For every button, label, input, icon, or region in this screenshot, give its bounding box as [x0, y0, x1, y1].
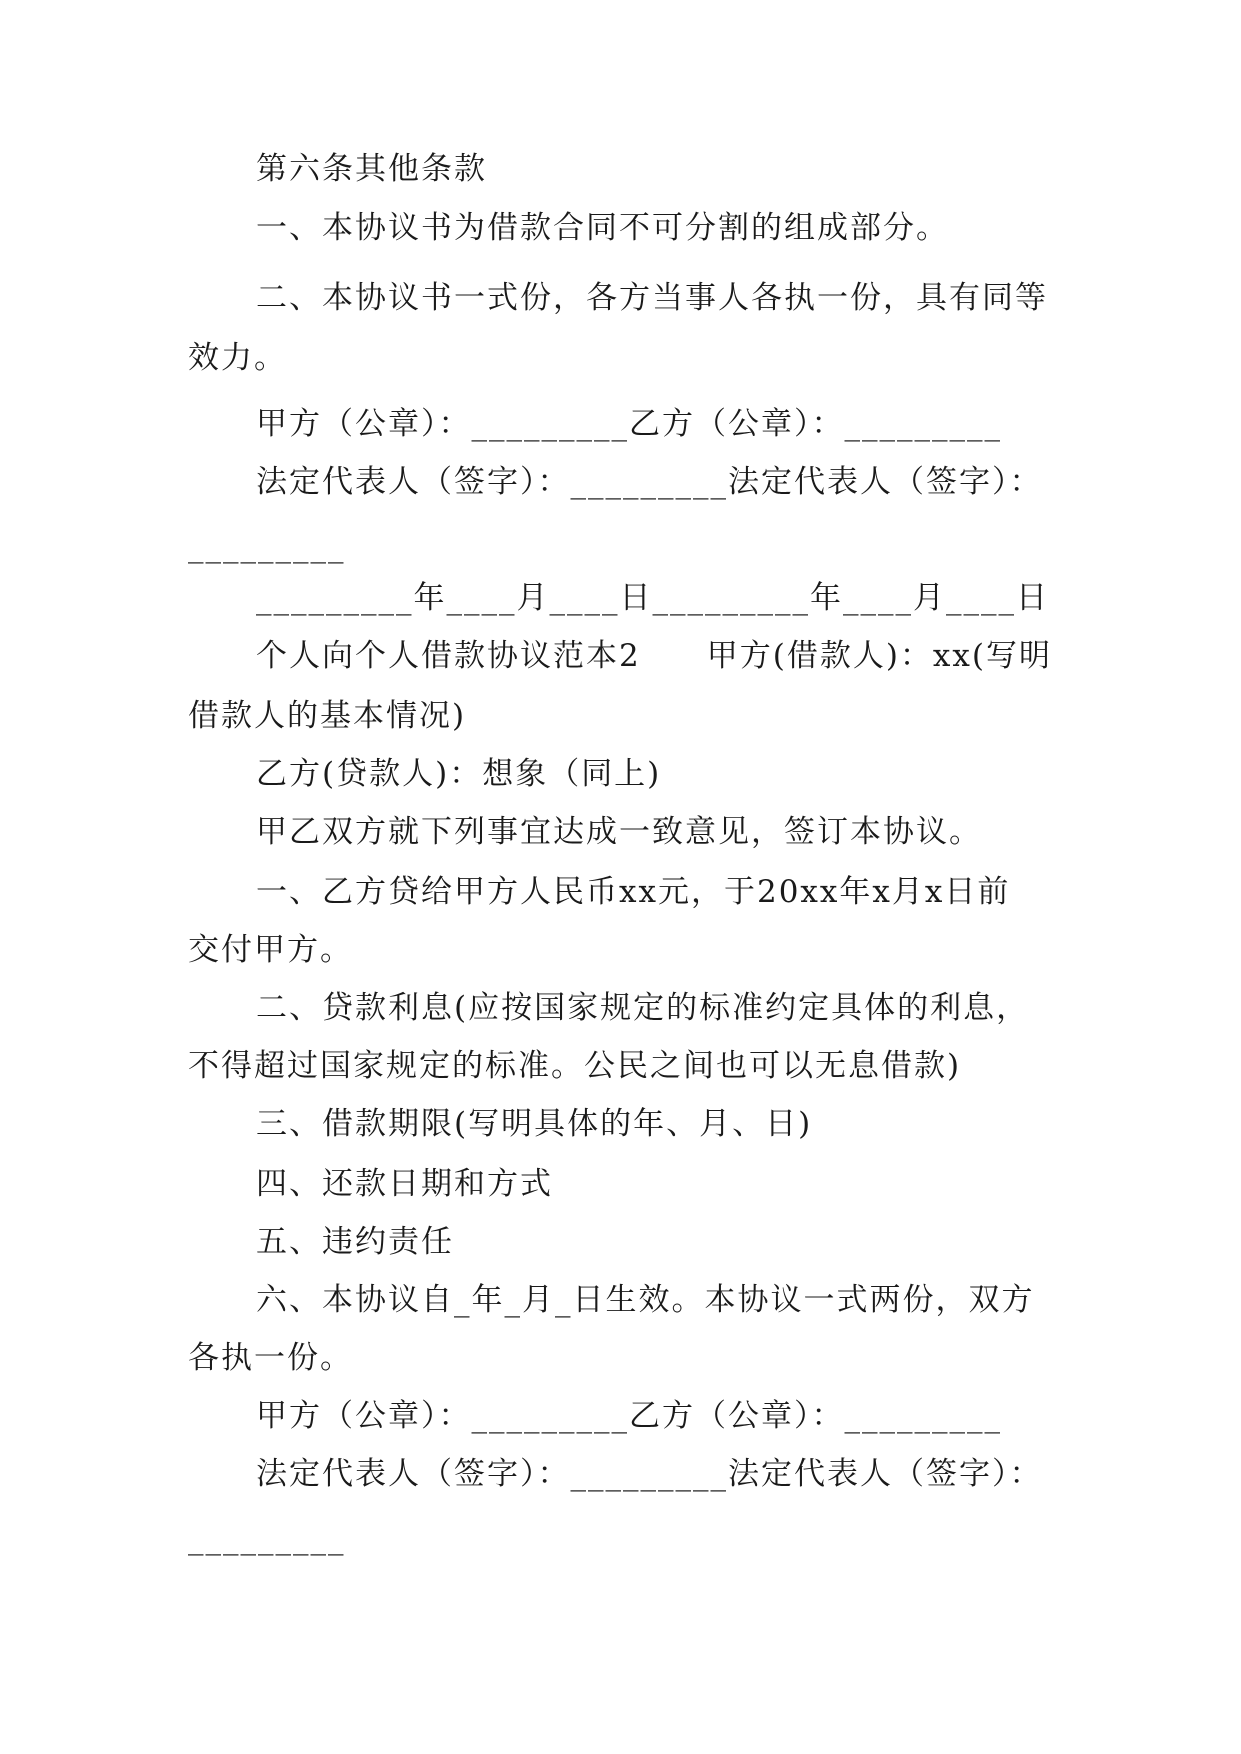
signature-blank: _________: [188, 528, 346, 564]
signature-line: 法定代表人（签字）：_________法定代表人（签字）：: [256, 464, 1043, 500]
paragraph-line: 三、借款期限(写明具体的年、月、日): [256, 1106, 813, 1142]
signature-line: 甲方（公章）：_________乙方（公章）：_________: [256, 1398, 1002, 1434]
signature-blank: _________: [188, 1520, 346, 1556]
paragraph-line: 一、本协议书为借款合同不可分割的组成部分。: [256, 210, 949, 246]
date-line: _________年____月____日_________年____月____日: [256, 580, 1049, 616]
signature-line: 甲方（公章）：_________乙方（公章）：_________: [256, 406, 1002, 442]
paragraph-line: 四、还款日期和方式: [256, 1166, 553, 1202]
template-title-line: 个人向个人借款协议范本2 甲方(借款人)：xx(写明: [256, 638, 1052, 674]
paragraph-line: 各执一份。: [188, 1340, 353, 1376]
paragraph-line: 借款人的基本情况): [188, 698, 467, 734]
paragraph-line: 六、本协议自_年_月_日生效。本协议一式两份，双方: [256, 1282, 1035, 1318]
signature-line: 法定代表人（签字）：_________法定代表人（签字）：: [256, 1456, 1043, 1492]
party-line: 乙方(贷款人)：想象（同上): [256, 756, 662, 792]
paragraph-line: 交付甲方。: [188, 932, 353, 968]
paragraph-line: 不得超过国家规定的标准。公民之间也可以无息借款): [188, 1048, 962, 1084]
paragraph-line: 二、本协议书一式份，各方当事人各执一份，具有同等: [256, 280, 1048, 316]
paragraph-line: 二、贷款利息(应按国家规定的标准约定具体的利息，: [256, 990, 1030, 1026]
paragraph-line: 五、违约责任: [256, 1224, 454, 1260]
paragraph-line: 效力。: [188, 340, 287, 376]
clause-heading: 第六条其他条款: [256, 151, 487, 187]
paragraph-line: 一、乙方贷给甲方人民币xx元，于20xx年x月x日前: [256, 874, 1011, 910]
paragraph-line: 甲乙双方就下列事宜达成一致意见，签订本协议。: [256, 814, 982, 850]
